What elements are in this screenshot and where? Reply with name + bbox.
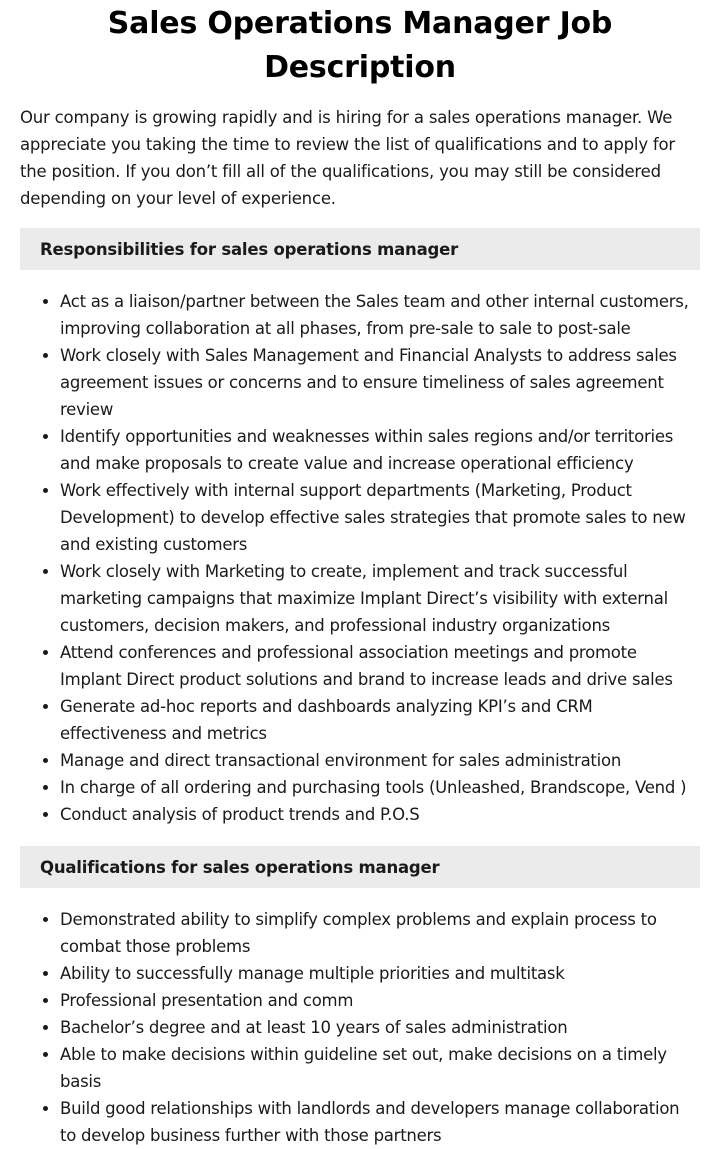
list-item: Work closely with Sales Management and Financial Analysts to address sales agreement issues or concerns and to ensure timeliness of sales agreement review (60, 342, 700, 423)
responsibilities-list (20, 288, 700, 828)
list-item: Attend conferences and professional association meetings and promote Implant Direct product solutions and brand to increase leads and drive sales (60, 639, 700, 693)
list-item: Manage and direct transactional environment for sales administration (60, 747, 700, 774)
page-title: Sales Operations Manager Job Description (107, 6, 613, 85)
list-item: Work effectively with internal support departments (Marketing, Product Development) to develop effective sales strategies that promote sales to new and existing customers (60, 477, 700, 558)
responsibilities-heading: Responsibilities for sales operations manager (20, 228, 700, 270)
list-item: Conduct analysis of product trends and P.O.S (60, 801, 700, 828)
qualifications-heading: Qualifications for sales operations manager (20, 846, 700, 888)
qualifications-list (20, 906, 700, 1149)
list-item: Demonstrated ability to simplify complex problems and explain process to combat those problems (60, 906, 700, 960)
list-item: Ability to successfully manage multiple priorities and multitask (60, 960, 700, 987)
list-item: Bachelor’s degree and at least 10 years of sales administration (60, 1014, 700, 1041)
list-item: Generate ad-hoc reports and dashboards analyzing KPI’s and CRM effectiveness and metrics (60, 693, 700, 747)
list-item: Professional presentation and comm (60, 987, 700, 1014)
list-item: Work closely with Marketing to create, implement and track successful marketing campaigns that maximize Implant Direct’s visibility with external customers, decision makers, and professional industry organizations (60, 558, 700, 639)
list-item: Able to make decisions within guideline set out, make decisions on a timely basis (60, 1041, 700, 1095)
list-item: In charge of all ordering and purchasing tools (Unleashed, Brandscope, Vend ) (60, 774, 700, 801)
list-item: Act as a liaison/partner between the Sales team and other internal customers, improving collaboration at all phases, from pre-sale to sale to post-sale (60, 288, 700, 342)
intro-paragraph: Our company is growing rapidly and is hiring for a sales operations manager. We appreciate you taking the time to review the list of qualifications and to apply for the position. If you don’t fill all of the qualifications, you may still be considered depending on your level of experience. (20, 108, 676, 208)
list-item: Identify opportunities and weaknesses within sales regions and/or territories and make proposals to create value and increase operational efficiency (60, 423, 700, 477)
list-item: Build good relationships with landlords and developers manage collaboration to develop business further with those partners (60, 1095, 700, 1149)
